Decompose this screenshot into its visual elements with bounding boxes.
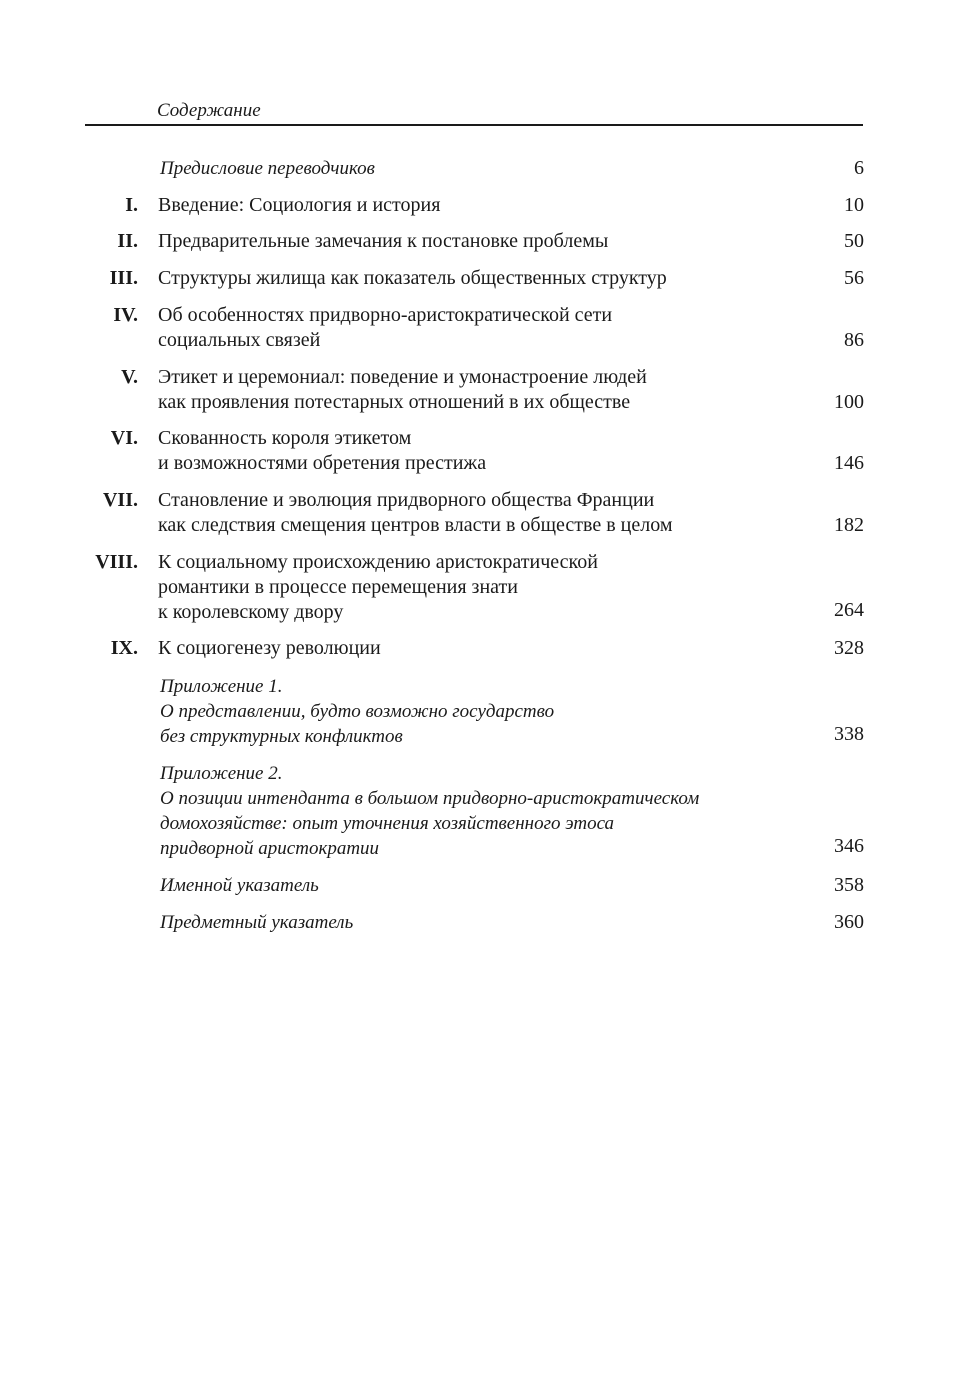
toc-entry-page: 182 bbox=[834, 514, 864, 536]
toc-entry-title: Предварительные замечания к постановке проблемы bbox=[158, 230, 609, 252]
toc-entry-page: 10 bbox=[844, 194, 864, 216]
toc-entry-number: IV. bbox=[113, 304, 138, 326]
toc-entry-page: 328 bbox=[834, 637, 864, 659]
toc-entry-title: Скованность короля этикетом и возможностями обретения престижа bbox=[158, 427, 487, 474]
toc-entry-page: 56 bbox=[844, 267, 864, 289]
toc-entry-title: Приложение 2. О позиции интенданта в большом придворно-аристократическом домохозяйстве: опыт уточнения хозяйственного этоса придворной аристократии bbox=[160, 763, 700, 859]
toc-entry-page: 358 bbox=[834, 874, 864, 896]
toc-entry-title: К социогенезу революции bbox=[158, 637, 381, 659]
running-header: Содержание bbox=[157, 100, 261, 121]
toc-entry-number: VI. bbox=[110, 427, 138, 449]
toc-entry-number: VIII. bbox=[95, 551, 138, 573]
toc-entry-title: Становление и эволюция придворного общества Франции как следствия смещения центров власти в обществе в целом bbox=[158, 489, 673, 536]
toc-entry-page: 86 bbox=[844, 329, 864, 351]
toc-entry-title: Приложение 1. О представлении, будто возможно государство без структурных конфликтов bbox=[160, 676, 555, 747]
toc-entry-number: VII. bbox=[102, 489, 138, 511]
toc-entry-page: 100 bbox=[834, 391, 864, 413]
toc-entry-page: 338 bbox=[834, 723, 864, 745]
toc-entry-title: Именной указатель bbox=[160, 875, 319, 896]
toc-entry-page: 264 bbox=[834, 599, 864, 621]
toc-entry-title: Введение: Социология и история bbox=[158, 194, 441, 216]
toc-entry-number: II. bbox=[117, 230, 138, 252]
toc-entry-title: Этикет и церемониал: поведение и умонастроение людей как проявления потестарных отношений в их обществе bbox=[158, 366, 647, 413]
toc-entry-page: 6 bbox=[854, 157, 864, 179]
toc-entry-page: 360 bbox=[834, 911, 864, 933]
toc-entry-page: 346 bbox=[834, 835, 864, 857]
toc-entry-title: Структуры жилища как показатель общественных структур bbox=[158, 267, 667, 289]
toc-entry-title: Об особенностях придворно-аристократической сети социальных связей bbox=[158, 304, 613, 351]
toc-entry-number: I. bbox=[125, 194, 138, 216]
toc-entry-number: V. bbox=[121, 366, 138, 388]
toc-entry-page: 146 bbox=[834, 452, 864, 474]
toc-entry-title: Предисловие переводчиков bbox=[160, 158, 375, 179]
toc-entry-page: 50 bbox=[844, 230, 864, 252]
header-rule bbox=[85, 124, 863, 126]
toc-entry-number: IX. bbox=[110, 637, 138, 659]
toc-entry-title: Предметный указатель bbox=[160, 912, 354, 933]
toc-entry-number: III. bbox=[109, 267, 138, 289]
toc-entry-title: К социальному происхождению аристократической романтики в процессе перемещения знати к королевскому двору bbox=[158, 551, 598, 623]
